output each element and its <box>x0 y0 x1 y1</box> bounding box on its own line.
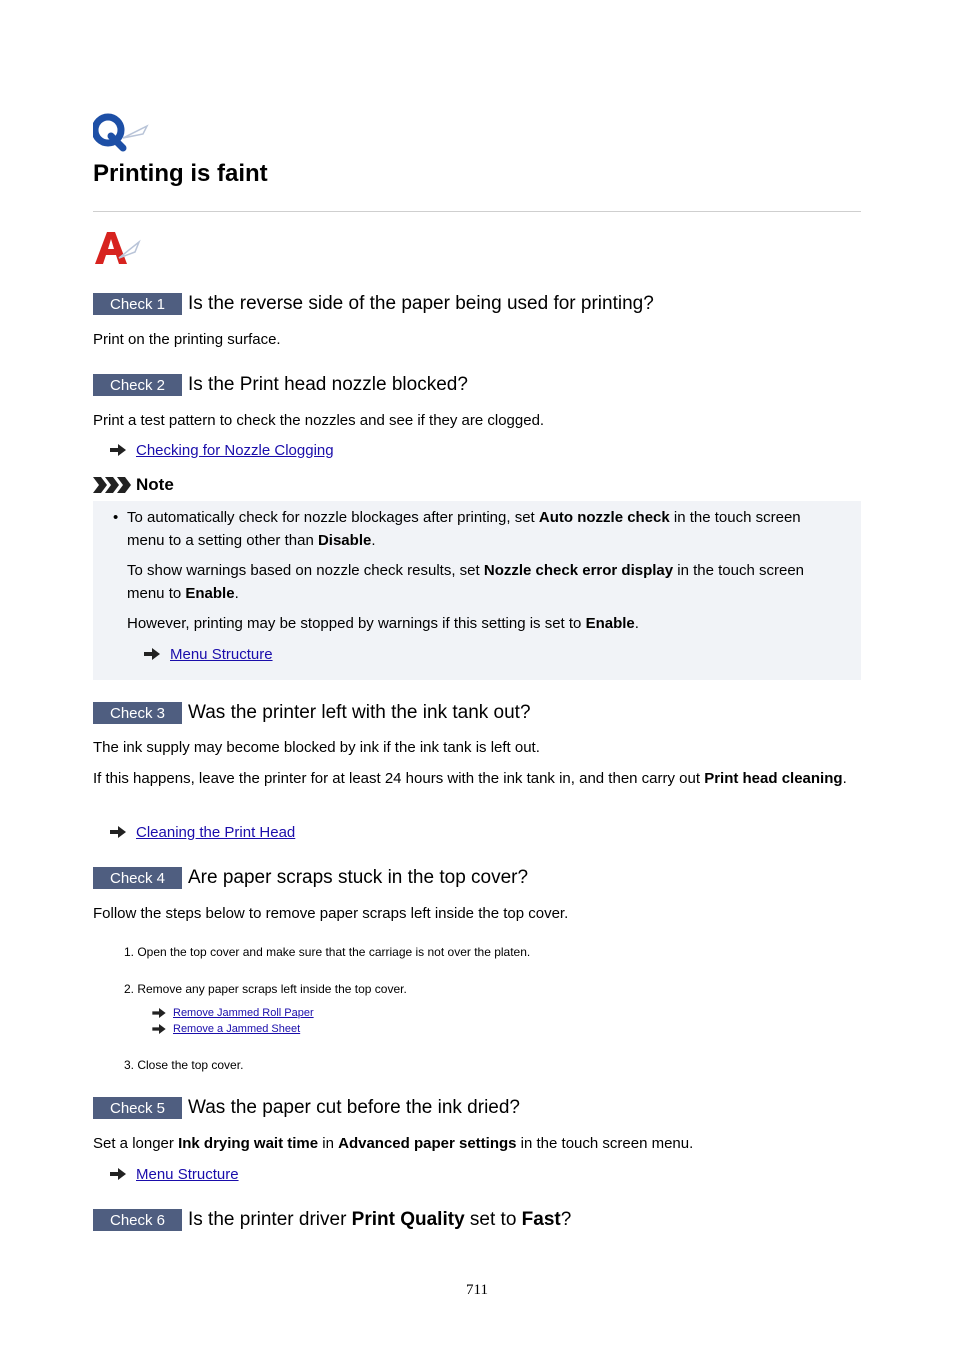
text: However, printing may be stopped by warnings if this setting is set to <box>127 615 586 632</box>
check-2-body: Print a test pattern to check the nozzles and see if they are clogged. <box>93 412 545 429</box>
check-question: Was the paper cut before the ink dried? <box>188 1097 520 1118</box>
check-question: Was the printer left with the ink tank out? <box>188 702 531 723</box>
cleaning-link-row <box>93 822 878 842</box>
check-6-header <box>93 1208 861 1232</box>
check-question: Are paper scraps stuck in the top cover? <box>188 867 529 888</box>
setting-name: Print Quality <box>351 1209 465 1230</box>
check-5-header <box>93 1096 861 1120</box>
answer-logo-icon <box>93 230 143 268</box>
remove-jammed-sheet-link[interactable]: Remove a Jammed Sheet <box>173 1023 301 1035</box>
check-4-body: Follow the steps below to remove paper scraps left inside the top cover. <box>93 905 569 922</box>
setting-value: Enable <box>585 615 635 632</box>
text: If this happens, leave the printer for at least 24 hours with the ink tank in, and then carry out <box>93 770 705 787</box>
check-question <box>188 1209 571 1231</box>
arrow-right-icon <box>152 1024 166 1034</box>
note-paragraph-2 <box>113 559 841 605</box>
check-question: Is the reverse side of the paper being used for printing? <box>188 293 654 314</box>
text: . <box>371 532 376 549</box>
check-badge: Check 2 <box>93 374 182 396</box>
steps-list <box>93 981 892 1037</box>
question-logo-icon <box>93 112 153 152</box>
text: To automatically check for nozzle blockages after printing, set <box>127 509 539 526</box>
check-badge: Check 5 <box>93 1097 182 1119</box>
bullet: • <box>113 509 119 526</box>
check-1-body: Print on the printing surface. <box>93 331 281 348</box>
nozzle-clogging-link[interactable]: Checking for Nozzle Clogging <box>136 441 334 459</box>
list-item: 1. Open the top cover and make sure that the carriage is not over the platen. <box>124 945 531 959</box>
arrow-right-icon <box>110 1168 126 1180</box>
text: To show warnings based on nozzle check results, set <box>127 562 484 579</box>
note-paragraph-1 <box>113 506 841 552</box>
check-5-body <box>93 1132 861 1155</box>
text: in the touch screen menu to <box>127 562 805 602</box>
text: . <box>234 585 239 602</box>
check-2-header <box>93 373 861 397</box>
check-4-header <box>93 866 861 890</box>
text: . <box>842 770 847 787</box>
menu-structure-link[interactable]: Menu Structure <box>136 1165 239 1183</box>
note-paragraph-3 <box>113 612 841 635</box>
check-badge: Check 1 <box>93 293 182 315</box>
text: in <box>318 1135 339 1152</box>
page-number: 711 <box>466 1282 488 1298</box>
check-3-body-1: The ink supply may become blocked by ink if the ink tank is left out. <box>93 739 540 756</box>
setting-name: Ink drying wait time <box>178 1135 319 1152</box>
text: Is the printer driver <box>188 1209 352 1230</box>
list-item: 3. Close the top cover. <box>124 1058 244 1072</box>
menu-link-row <box>93 1164 878 1184</box>
text: . <box>634 615 639 632</box>
operation-name: Print head cleaning <box>704 770 843 787</box>
note-header <box>93 474 861 496</box>
setting-value: Enable <box>185 585 235 602</box>
check-badge: Check 4 <box>93 867 182 889</box>
text: set to <box>464 1209 522 1230</box>
check-badge: Check 3 <box>93 702 182 724</box>
title-divider <box>93 211 861 212</box>
setting-value: Fast <box>521 1209 561 1230</box>
note-box <box>93 501 861 680</box>
arrow-right-icon <box>110 826 126 838</box>
arrow-right-icon <box>152 1008 166 1018</box>
note-chevrons-icon <box>93 477 133 493</box>
text: in the touch screen menu. <box>516 1135 694 1152</box>
page-title: Printing is faint <box>93 160 268 187</box>
cleaning-print-head-link[interactable]: Cleaning the Print Head <box>136 823 296 841</box>
list-item: 2. Remove any paper scraps left inside the top cover. <box>124 982 407 996</box>
steps-list <box>93 1057 892 1073</box>
arrow-right-icon <box>144 648 160 660</box>
text: ? <box>560 1209 572 1230</box>
steps-list <box>93 944 892 960</box>
sub-link-row <box>124 1005 892 1021</box>
note-link-row <box>113 644 841 664</box>
setting-value: Disable <box>317 532 372 549</box>
setting-name: Nozzle check error display <box>483 562 674 579</box>
note-label: Note <box>136 475 174 494</box>
arrow-right-icon <box>110 444 126 456</box>
check-badge: Check 6 <box>93 1209 182 1231</box>
setting-name: Auto nozzle check <box>538 509 670 526</box>
sub-link-row <box>124 1021 892 1037</box>
setting-name: Advanced paper settings <box>338 1135 517 1152</box>
check-question: Is the Print head nozzle blocked? <box>188 374 468 395</box>
text: in the touch screen menu to a setting other than <box>127 509 801 549</box>
remove-jammed-roll-paper-link[interactable]: Remove Jammed Roll Paper <box>173 1007 314 1019</box>
check-1-header <box>93 292 861 316</box>
check-3-header <box>93 701 861 725</box>
nozzle-check-link-row <box>93 440 878 460</box>
text: Set a longer <box>93 1135 179 1152</box>
menu-structure-link[interactable]: Menu Structure <box>170 645 273 663</box>
check-3-body-2 <box>93 767 861 790</box>
